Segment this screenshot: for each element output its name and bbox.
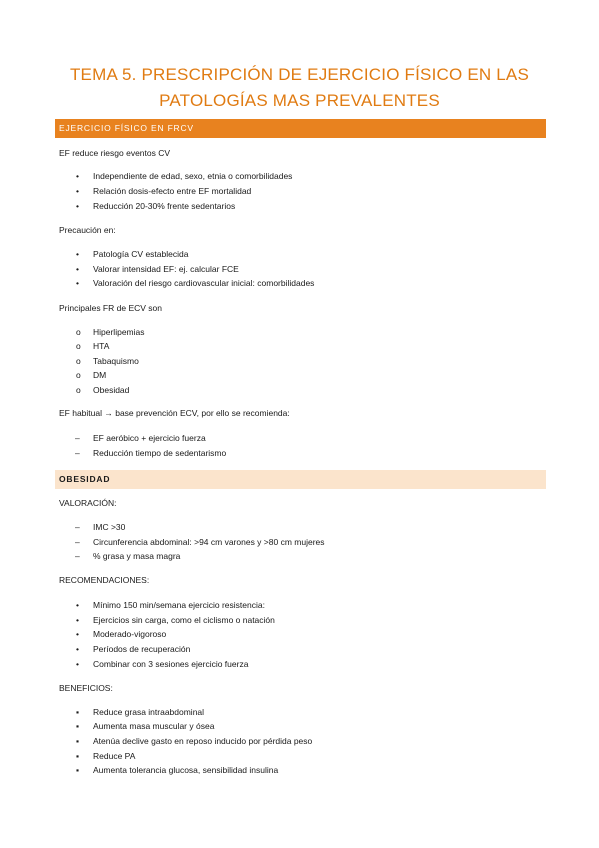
paragraph-precaution: Precaución en: bbox=[59, 225, 116, 235]
list-item: Valorar intensidad EF: ej. calcular FCE bbox=[93, 264, 239, 274]
list-item: Circunferencia abdominal: >94 cm varones y >80 cm mujeres bbox=[93, 537, 325, 547]
circle-bullet-icon: o bbox=[76, 341, 81, 351]
list-item: Obesidad bbox=[93, 385, 130, 395]
list-item: Reducción 20-30% frente sedentarios bbox=[93, 201, 236, 211]
list-item: Períodos de recuperación bbox=[93, 644, 191, 654]
list-item: IMC >30 bbox=[93, 522, 126, 532]
list-item: % grasa y masa magra bbox=[93, 551, 181, 561]
list-item: Ejercicios sin carga, como el ciclismo o natación bbox=[93, 615, 275, 625]
square-bullet-icon: ▪ bbox=[76, 736, 80, 746]
bullet-icon: • bbox=[76, 644, 79, 654]
bullet-icon: • bbox=[76, 659, 79, 669]
circle-bullet-icon: o bbox=[76, 385, 81, 395]
bullet-icon: • bbox=[76, 629, 79, 639]
paragraph-recomendaciones: RECOMENDACIONES: bbox=[59, 575, 150, 585]
paragraph-habit: EF habitual → base prevención ECV, por ello se recomienda: bbox=[59, 408, 290, 418]
dash-bullet-icon: – bbox=[75, 522, 80, 532]
square-bullet-icon: ▪ bbox=[76, 721, 80, 731]
list-item: Reduce PA bbox=[93, 751, 136, 761]
section-heading-obesidad: OBESIDAD bbox=[55, 470, 546, 489]
list-item: Reducción tiempo de sedentarismo bbox=[93, 448, 227, 458]
list-item: Combinar con 3 sesiones ejercicio fuerza bbox=[93, 659, 249, 669]
bullet-icon: • bbox=[76, 249, 79, 259]
list-item: Relación dosis-efecto entre EF mortalidad bbox=[93, 186, 252, 196]
bullet-icon: • bbox=[76, 171, 79, 181]
bullet-icon: • bbox=[76, 278, 79, 288]
circle-bullet-icon: o bbox=[76, 370, 81, 380]
dash-bullet-icon: – bbox=[75, 448, 80, 458]
list-item: HTA bbox=[93, 341, 110, 351]
list-item: Independiente de edad, sexo, etnia o comorbilidades bbox=[93, 171, 293, 181]
bullet-icon: • bbox=[76, 201, 79, 211]
list-item: Patología CV establecida bbox=[93, 249, 189, 259]
list-item: Aumenta masa muscular y ósea bbox=[93, 721, 215, 731]
section-heading-frcv: EJERCICIO FÍSICO EN FRCV bbox=[55, 119, 546, 138]
square-bullet-icon: ▪ bbox=[76, 751, 80, 761]
dash-bullet-icon: – bbox=[75, 551, 80, 561]
list-item: EF aeróbico + ejercicio fuerza bbox=[93, 433, 206, 443]
square-bullet-icon: ▪ bbox=[76, 765, 80, 775]
bullet-icon: • bbox=[76, 600, 79, 610]
list-item: Valoración del riesgo cardiovascular inicial: comorbilidades bbox=[93, 278, 315, 288]
square-bullet-icon: ▪ bbox=[76, 707, 80, 717]
bullet-icon: • bbox=[76, 186, 79, 196]
bullet-icon: • bbox=[76, 615, 79, 625]
paragraph-valoracion: VALORACIÓN: bbox=[59, 498, 117, 508]
bullet-icon: • bbox=[76, 264, 79, 274]
list-item: Reduce grasa intraabdominal bbox=[93, 707, 205, 717]
list-item: Moderado-vigoroso bbox=[93, 629, 167, 639]
document-title bbox=[40, 62, 559, 114]
list-item: Atenúa declive gasto en reposo inducido por pérdida peso bbox=[93, 736, 313, 746]
list-item: Mínimo 150 min/semana ejercicio resistencia: bbox=[93, 600, 265, 610]
paragraph-beneficios: BENEFICIOS: bbox=[59, 683, 113, 693]
circle-bullet-icon: o bbox=[76, 327, 81, 337]
paragraph-intro: EF reduce riesgo eventos CV bbox=[59, 148, 171, 158]
title-line-1: TEMA 5. PRESCRIPCIÓN DE EJERCICIO FÍSICO EN LAS bbox=[69, 65, 530, 84]
dash-bullet-icon: – bbox=[75, 433, 80, 443]
list-item: Hiperlipemias bbox=[93, 327, 145, 337]
dash-bullet-icon: – bbox=[75, 537, 80, 547]
list-item: Tabaquismo bbox=[93, 356, 139, 366]
circle-bullet-icon: o bbox=[76, 356, 81, 366]
title-line-2: PATOLOGÍAS MAS PREVALENTES bbox=[159, 91, 440, 110]
paragraph-fr: Principales FR de ECV son bbox=[59, 303, 162, 313]
list-item: Aumenta tolerancia glucosa, sensibilidad insulina bbox=[93, 765, 279, 775]
list-item: DM bbox=[93, 370, 107, 380]
